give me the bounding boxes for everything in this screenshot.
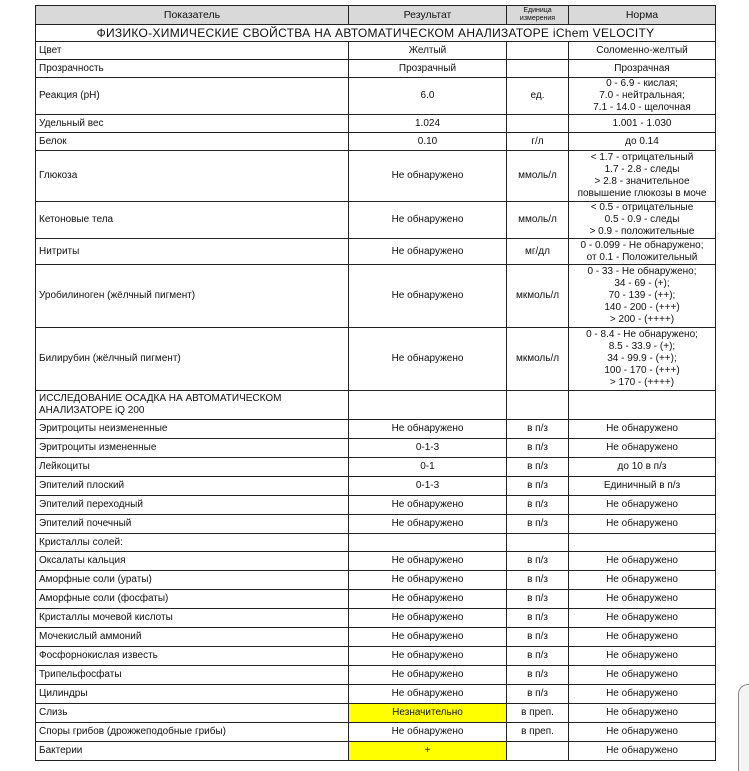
section-title-physchem: ФИЗИКО-ХИМИЧЕСКИЕ СВОЙСТВА НА АВТОМАТИЧЕСКОМ АНАЛИЗАТОРЕ iChem VELOCITY (36, 25, 716, 42)
row-indicator: Трипельфосфаты (36, 666, 349, 685)
row-indicator: Уробилиноген (жёлчный пигмент) (36, 265, 349, 328)
row-unit: в п/з (507, 552, 569, 571)
row-indicator: Аморфные соли (фосфаты) (36, 590, 349, 609)
table-row (36, 571, 716, 590)
row-indicator: Бактерии (36, 742, 349, 761)
row-result: Не обнаружено (349, 571, 507, 590)
row-norm: 0 - 0.099 - Не обнаружено; от 0.1 - Положительный (569, 239, 716, 265)
row-indicator: Эпителий плоский (36, 477, 349, 496)
table-row (36, 439, 716, 458)
row-result: Не обнаружено (349, 647, 507, 666)
row-indicator: Эритроциты измененные (36, 439, 349, 458)
row-norm: Не обнаружено (569, 420, 716, 439)
table-row (36, 328, 716, 391)
empty-cell (349, 391, 507, 420)
table-row (36, 704, 716, 723)
row-norm: Не обнаружено (569, 515, 716, 534)
row-result: + (349, 742, 507, 761)
row-indicator: Оксалаты кальция (36, 552, 349, 571)
row-indicator: Аморфные соли (ураты) (36, 571, 349, 590)
row-norm: Прозрачная (569, 60, 716, 78)
row-indicator: Фосфорнокислая известь (36, 647, 349, 666)
section-title-sediment: ИССЛЕДОВАНИЕ ОСАДКА НА АВТОМАТИЧЕСКОМ АНАЛИЗАТОРЕ iQ 200 (36, 391, 349, 420)
table-row (36, 458, 716, 477)
row-unit: в п/з (507, 666, 569, 685)
row-result: Не обнаружено (349, 609, 507, 628)
row-indicator: Споры грибов (дрожжеподобные грибы) (36, 723, 349, 742)
section-title-row (36, 25, 716, 42)
row-unit: в п/з (507, 458, 569, 477)
row-norm: Не обнаружено (569, 609, 716, 628)
row-unit (507, 42, 569, 60)
row-indicator: Кристаллы солей: (36, 534, 349, 552)
table-row (36, 685, 716, 704)
row-norm: Не обнаружено (569, 666, 716, 685)
row-norm: Не обнаружено (569, 723, 716, 742)
results-table (35, 5, 716, 761)
row-result: Не обнаружено (349, 496, 507, 515)
table-row (36, 666, 716, 685)
row-norm: Не обнаружено (569, 647, 716, 666)
table-row (36, 78, 716, 115)
row-unit: ммоль/л (507, 151, 569, 202)
empty-cell (569, 391, 716, 420)
row-norm: 0 - 8.4 - Не обнаружено; 8.5 - 33.9 - (+); 34 - 99.9 - (++); 100 - 170 - (+++) > 170 - (++++) (569, 328, 716, 391)
row-norm: Не обнаружено (569, 704, 716, 723)
row-norm: Не обнаружено (569, 742, 716, 761)
table-row (36, 534, 716, 552)
table-row (36, 133, 716, 151)
row-unit: г/л (507, 133, 569, 151)
row-result: Не обнаружено (349, 265, 507, 328)
row-unit: ед. (507, 78, 569, 115)
header-unit: Единица измерения (507, 6, 569, 25)
row-result: 0-1-3 (349, 439, 507, 458)
table-row (36, 115, 716, 133)
row-unit: мг/дл (507, 239, 569, 265)
table-row (36, 151, 716, 202)
row-norm: Не обнаружено (569, 628, 716, 647)
table-row (36, 628, 716, 647)
row-norm: 1.001 - 1.030 (569, 115, 716, 133)
row-indicator: Лейкоциты (36, 458, 349, 477)
row-indicator: Эритроциты неизмененные (36, 420, 349, 439)
row-norm (569, 534, 716, 552)
table-row (36, 420, 716, 439)
row-result: Не обнаружено (349, 420, 507, 439)
row-indicator: Цвет (36, 42, 349, 60)
row-unit: мкмоль/л (507, 265, 569, 328)
row-unit (507, 115, 569, 133)
row-result: Не обнаружено (349, 239, 507, 265)
table-row (36, 42, 716, 60)
row-result: Не обнаружено (349, 151, 507, 202)
row-unit: в п/з (507, 477, 569, 496)
row-result: Не обнаружено (349, 628, 507, 647)
row-unit: в преп. (507, 704, 569, 723)
row-norm: Не обнаружено (569, 685, 716, 704)
table-row (36, 60, 716, 78)
row-indicator: Кетоновые тела (36, 202, 349, 239)
row-result: Не обнаружено (349, 515, 507, 534)
table-row (36, 647, 716, 666)
table-row (36, 496, 716, 515)
row-norm: 0 - 33 - Не обнаружено; 34 - 69 - (+); 70 - 139 - (++); 140 - 200 - (+++) > 200 - (++++) (569, 265, 716, 328)
page-edge-decoration (738, 684, 749, 771)
row-norm: Единичный в п/з (569, 477, 716, 496)
table-row (36, 239, 716, 265)
table-row (36, 477, 716, 496)
table-row (36, 609, 716, 628)
table-row (36, 202, 716, 239)
row-norm: Соломенно-желтый (569, 42, 716, 60)
row-result (349, 534, 507, 552)
table-row (36, 552, 716, 571)
row-result: 1.024 (349, 115, 507, 133)
row-indicator: Реакция (pH) (36, 78, 349, 115)
row-result: 0-1-3 (349, 477, 507, 496)
row-indicator: Белок (36, 133, 349, 151)
row-unit: в п/з (507, 420, 569, 439)
table-row (36, 742, 716, 761)
header-result: Результат (349, 6, 507, 25)
row-unit: ммоль/л (507, 202, 569, 239)
row-norm: Не обнаружено (569, 552, 716, 571)
row-unit: в п/з (507, 609, 569, 628)
row-norm: Не обнаружено (569, 571, 716, 590)
row-unit (507, 60, 569, 78)
header-indicator: Показатель (36, 6, 349, 25)
header-norm: Норма (569, 6, 716, 25)
row-norm: Не обнаружено (569, 590, 716, 609)
table-row (36, 265, 716, 328)
row-norm: Не обнаружено (569, 439, 716, 458)
row-result: Не обнаружено (349, 590, 507, 609)
row-unit: в преп. (507, 723, 569, 742)
row-indicator: Глюкоза (36, 151, 349, 202)
row-norm: Не обнаружено (569, 496, 716, 515)
row-result: Прозрачный (349, 60, 507, 78)
row-unit: в п/з (507, 496, 569, 515)
row-unit: в п/з (507, 590, 569, 609)
row-unit: в п/з (507, 571, 569, 590)
row-unit: в п/з (507, 647, 569, 666)
row-indicator: Нитриты (36, 239, 349, 265)
row-result: Не обнаружено (349, 685, 507, 704)
row-unit: в п/з (507, 439, 569, 458)
row-result: 6.0 (349, 78, 507, 115)
row-indicator: Билирубин (жёлчный пигмент) (36, 328, 349, 391)
table-row (36, 590, 716, 609)
row-result: Не обнаружено (349, 552, 507, 571)
row-norm: 0 - 6.9 - кислая; 7.0 - нейтральная; 7.1 - 14.0 - щелочная (569, 78, 716, 115)
row-result: Не обнаружено (349, 328, 507, 391)
table-header-row (36, 6, 716, 25)
row-result: 0.10 (349, 133, 507, 151)
table-row (36, 723, 716, 742)
section-title-row (36, 391, 716, 420)
row-unit: мкмоль/л (507, 328, 569, 391)
row-norm: до 10 в п/з (569, 458, 716, 477)
row-indicator: Кристаллы мочевой кислоты (36, 609, 349, 628)
row-indicator: Удельный вес (36, 115, 349, 133)
row-result: Не обнаружено (349, 723, 507, 742)
empty-cell (507, 391, 569, 420)
row-result: Желтый (349, 42, 507, 60)
row-indicator: Мочекислый аммоний (36, 628, 349, 647)
row-norm: < 1.7 - отрицательный 1.7 - 2.8 - следы > 2.8 - значительное повышение глюкозы в моче (569, 151, 716, 202)
row-unit (507, 534, 569, 552)
row-indicator: Цилиндры (36, 685, 349, 704)
row-unit (507, 742, 569, 761)
row-indicator: Эпителий переходный (36, 496, 349, 515)
row-norm: < 0.5 - отрицательные 0.5 - 0.9 - следы > 0.9 - положительные (569, 202, 716, 239)
row-indicator: Прозрачность (36, 60, 349, 78)
table-row (36, 515, 716, 534)
row-indicator: Слизь (36, 704, 349, 723)
row-indicator: Эпителий почечный (36, 515, 349, 534)
row-norm: до 0.14 (569, 133, 716, 151)
row-unit: в п/з (507, 628, 569, 647)
row-result: Не обнаружено (349, 666, 507, 685)
row-unit: в п/з (507, 685, 569, 704)
row-unit: в п/з (507, 515, 569, 534)
row-result: Не обнаружено (349, 202, 507, 239)
row-result: 0-1 (349, 458, 507, 477)
row-result: Незначительно (349, 704, 507, 723)
